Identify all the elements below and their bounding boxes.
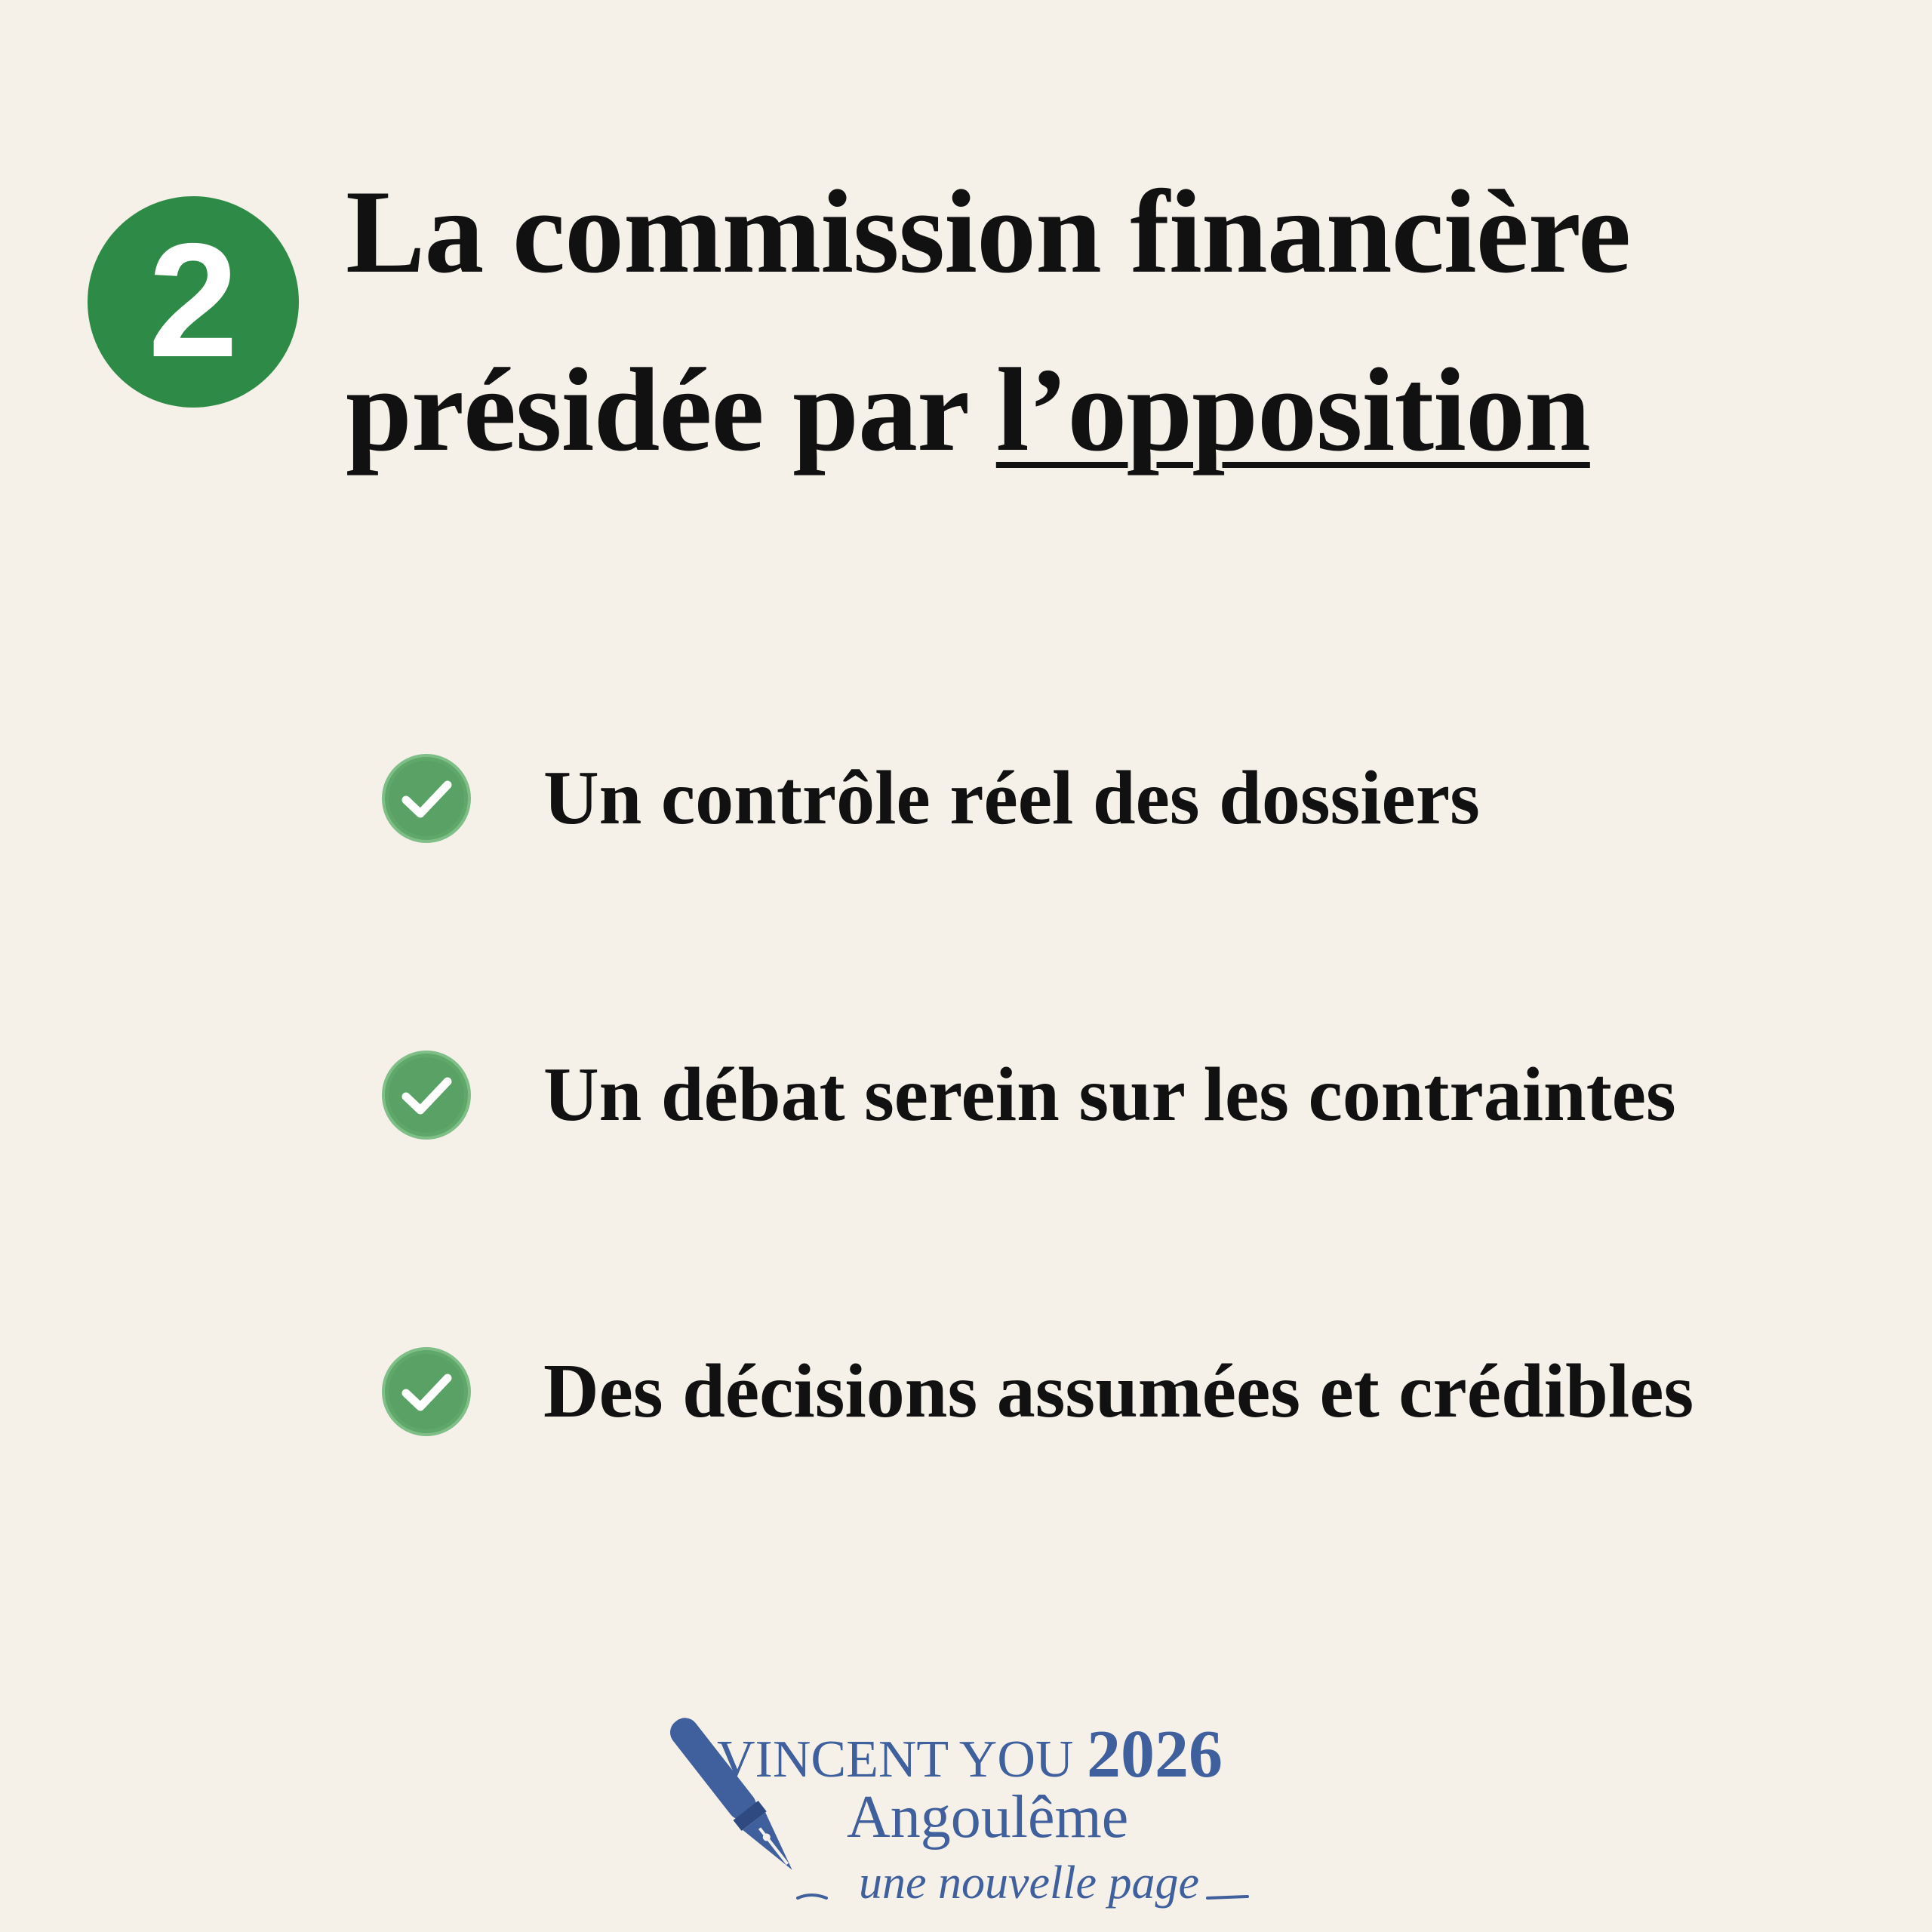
benefit-item [381, 1343, 1694, 1440]
title-line-1: La commission financière [346, 166, 1631, 298]
benefit-label: Des décisions assumées et crédibles [543, 1349, 1694, 1434]
benefit-label: Un contrôle réel des dossiers [543, 755, 1480, 841]
campaign-logo [657, 1698, 1291, 1924]
check-icon [381, 1346, 472, 1437]
title-line-2 [346, 321, 1855, 500]
page-title [346, 143, 1855, 500]
logo-candidate: VINCENT YOU [717, 1730, 1074, 1789]
check-icon [381, 1050, 472, 1140]
benefit-item [381, 1047, 1694, 1143]
benefits-list [381, 750, 1694, 1440]
benefit-label: Un débat serein sur les contraintes [543, 1052, 1676, 1137]
benefit-item [381, 750, 1694, 847]
logo-name [717, 1717, 1223, 1792]
title-line-2-prefix: présidée par [346, 344, 996, 476]
logo-year: 2026 [1086, 1717, 1223, 1792]
logo-tagline: une nouvelle page [859, 1857, 1200, 1909]
title-emphasis: l’opposition [995, 344, 1590, 476]
check-icon [381, 753, 472, 844]
step-number: 2 [148, 208, 238, 391]
logo-city: Angoulême [847, 1784, 1129, 1850]
step-number-badge [88, 196, 299, 408]
